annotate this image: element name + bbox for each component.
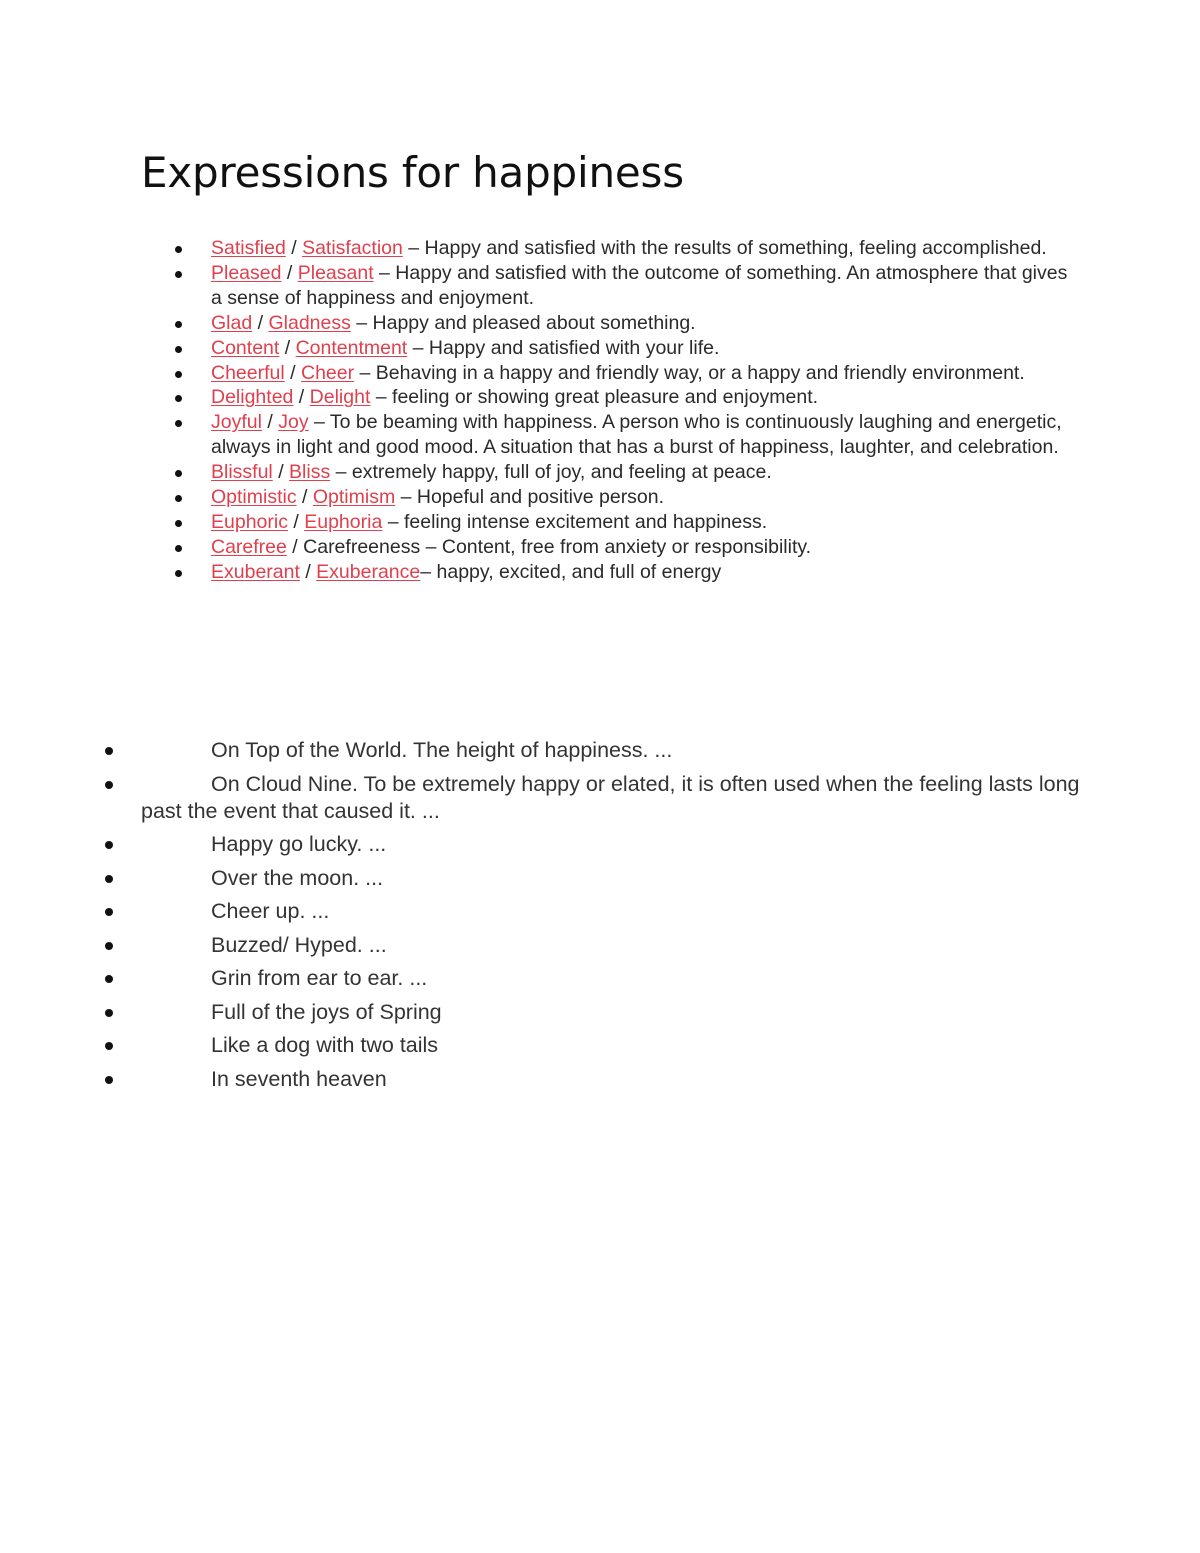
vocabulary-item — [211, 485, 1071, 510]
definition-text: – Content, free from anxiety or responsibility. — [420, 535, 812, 558]
bullet-icon — [175, 395, 182, 402]
term-link[interactable]: Pleasant — [297, 261, 374, 284]
vocabulary-item — [211, 261, 1071, 311]
term-link[interactable]: Optimistic — [211, 486, 297, 509]
bullet-icon — [175, 545, 182, 552]
term-link[interactable]: Exuberance — [316, 560, 421, 583]
vocabulary-item — [211, 535, 1071, 560]
bullet-icon — [175, 246, 182, 253]
vocabulary-item — [211, 385, 1071, 410]
definition-text: – Happy and pleased about something. — [350, 311, 696, 334]
separator: / — [286, 535, 304, 558]
term-link[interactable]: Gladness — [268, 311, 351, 334]
separator: / — [252, 311, 269, 334]
bullet-icon — [175, 371, 182, 378]
idiom-item — [141, 965, 1081, 992]
bullet-icon — [105, 875, 113, 883]
idiom-text: Buzzed/ Hyped. ... — [211, 932, 387, 957]
term-link[interactable]: Joyful — [211, 411, 262, 434]
definition-text: – extremely happy, full of joy, and feeling at peace. — [330, 461, 772, 484]
vocabulary-item — [211, 460, 1071, 485]
term-link[interactable]: Delighted — [211, 386, 294, 409]
bullet-icon — [175, 520, 182, 527]
idiom-item — [141, 771, 1081, 825]
definition-text: – Behaving in a happy and friendly way, or a happy and friendly environment. — [354, 361, 1025, 384]
idiom-text: Like a dog with two tails — [211, 1033, 439, 1057]
separator: / — [281, 261, 298, 284]
idioms-list — [141, 737, 1081, 1099]
idiom-text: On Cloud Nine. To be extremely happy or elated, it is often used when the feeling lasts long past the event that caused it. ... — [141, 771, 1080, 823]
term-link[interactable]: Pleased — [211, 261, 282, 284]
vocabulary-item — [211, 510, 1071, 535]
vocabulary-list — [211, 236, 1071, 585]
term-link[interactable]: Contentment — [295, 336, 408, 359]
term-link[interactable]: Optimism — [312, 486, 396, 509]
vocabulary-item — [211, 560, 1071, 585]
vocabulary-item — [211, 410, 1071, 460]
term-text: Carefreeness — [303, 535, 421, 558]
separator: / — [299, 560, 317, 583]
separator: / — [285, 237, 303, 259]
vocabulary-item — [211, 361, 1071, 386]
idiom-text: On Top of the World. The height of happiness. ... — [211, 738, 673, 762]
definition-text: – Happy and satisfied with the results of something, feeling accomplished. — [402, 237, 1047, 259]
bullet-icon — [105, 781, 113, 789]
separator: / — [287, 510, 305, 533]
idiom-item — [141, 932, 1081, 959]
bullet-icon — [105, 908, 113, 916]
bullet-icon — [175, 570, 182, 577]
term-link[interactable]: Satisfied — [211, 237, 286, 259]
term-link[interactable]: Bliss — [289, 461, 331, 484]
bullet-icon — [105, 1042, 113, 1050]
idiom-item — [141, 1032, 1081, 1059]
separator: / — [296, 486, 313, 509]
bullet-icon — [175, 420, 182, 427]
separator: / — [279, 336, 296, 359]
definition-text: – To be beaming with happiness. A person who is continuously laughing and energetic, always in light and good mood. A situation that has a burst of happiness, laughter, and celebration. — [211, 411, 1062, 459]
bullet-icon — [175, 495, 182, 502]
bullet-icon — [105, 975, 113, 983]
idiom-text: Grin from ear to ear. ... — [211, 966, 428, 990]
bullet-icon — [105, 1009, 113, 1017]
definition-text: – Happy and satisfied with the outcome of something. An atmosphere that gives a sense of happiness and enjoyment. — [211, 261, 1068, 309]
bullet-icon — [105, 1076, 113, 1084]
term-link[interactable]: Blissful — [211, 461, 273, 484]
idiom-item — [141, 999, 1081, 1026]
term-link[interactable]: Joy — [278, 411, 309, 434]
bullet-icon — [105, 747, 113, 755]
idiom-item — [141, 737, 1081, 764]
term-link[interactable]: Exuberant — [211, 560, 300, 583]
term-link[interactable]: Euphoric — [211, 510, 288, 533]
bullet-icon — [175, 321, 182, 328]
separator: / — [293, 386, 310, 409]
idiom-text: Full of the joys of Spring — [211, 999, 442, 1024]
bullet-icon — [175, 470, 182, 477]
idiom-text: Cheer up. ... — [211, 899, 330, 923]
idiom-item — [141, 898, 1081, 925]
separator: / — [261, 411, 279, 434]
term-link[interactable]: Content — [211, 336, 280, 359]
definition-text: – Hopeful and positive person. — [395, 486, 665, 509]
term-link[interactable]: Glad — [211, 311, 253, 334]
vocabulary-item — [211, 311, 1071, 336]
idiom-item — [141, 865, 1081, 892]
definition-text: – happy, excited, and full of energy — [420, 560, 722, 583]
bullet-icon — [105, 942, 113, 950]
term-link[interactable]: Cheer — [300, 361, 355, 384]
page-title: Expressions for happiness — [141, 148, 684, 197]
bullet-icon — [105, 841, 113, 849]
term-link[interactable]: Delight — [309, 386, 371, 409]
idiom-text: Happy go lucky. ... — [211, 832, 387, 856]
term-link[interactable]: Cheerful — [211, 361, 285, 384]
idiom-item — [141, 1066, 1081, 1093]
vocabulary-item — [211, 336, 1071, 361]
idiom-text: Over the moon. ... — [211, 865, 384, 890]
term-link[interactable]: Carefree — [211, 535, 287, 558]
idiom-item — [141, 831, 1081, 858]
definition-text: – Happy and satisfied with your life. — [407, 336, 720, 359]
term-link[interactable]: Euphoria — [304, 510, 383, 533]
bullet-icon — [175, 346, 182, 353]
idiom-text: In seventh heaven — [211, 1066, 387, 1091]
definition-text: – feeling or showing great pleasure and enjoyment. — [370, 386, 819, 409]
separator: / — [272, 461, 290, 484]
term-link[interactable]: Satisfaction — [302, 237, 403, 259]
separator: / — [284, 361, 301, 384]
definition-text: – feeling intense excitement and happiness. — [382, 510, 768, 533]
vocabulary-item — [211, 236, 1071, 261]
bullet-icon — [175, 271, 182, 278]
